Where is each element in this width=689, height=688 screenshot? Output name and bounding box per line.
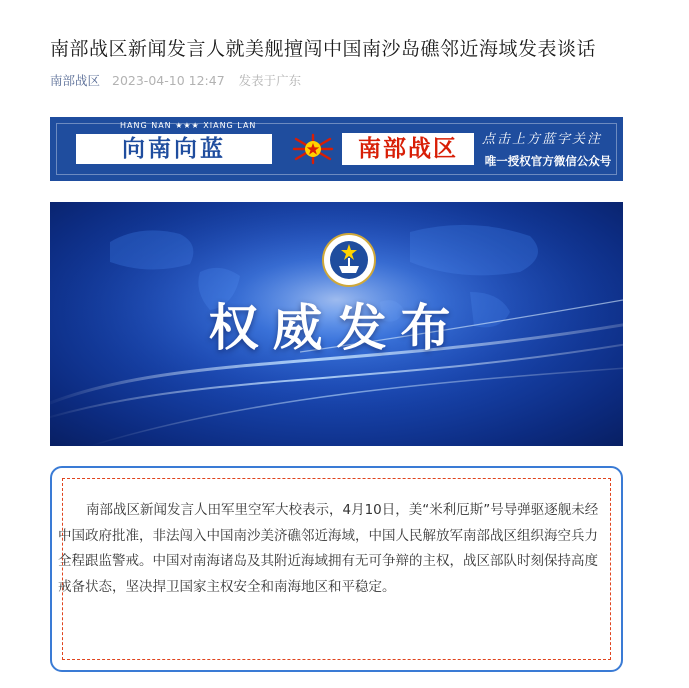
- article-title: 南部战区新闻发言人就美舰擅闯中国南沙岛礁邻近海域发表谈话: [50, 38, 597, 60]
- banner-brand-name: 南部战区: [342, 133, 474, 165]
- article-meta: [50, 73, 301, 89]
- banner-slogan: 向南向蓝: [76, 134, 272, 164]
- banner-official-account: 唯一授权官方微信公众号: [484, 154, 612, 168]
- banner-follow-prompt: 点击上方蓝字关注: [481, 132, 602, 147]
- military-emblem-icon: [292, 133, 334, 165]
- statement-card: [50, 466, 623, 672]
- hero-title: 权威发布: [208, 298, 465, 357]
- follow-banner[interactable]: [50, 117, 623, 181]
- banner-stars-line: HANG NAN ★★★ XIANG LAN: [120, 121, 257, 130]
- publish-location: 发表于广东: [238, 73, 302, 88]
- account-name-link[interactable]: 南部战区: [50, 73, 101, 88]
- navy-badge-icon: [321, 232, 377, 288]
- statement-paragraph: 南部战区新闻发言人田军里空军大校表示，4月10日，美“米利厄斯”号导弹驱逐舰未经中国政府批准，非法闯入中国南沙美济礁邻近海域，中国人民解放军南部战区组织海空兵力全程跟监警戒。中国对南海诸岛及其附近海域拥有无可争辩的主权，战区部队时刻保持高度戒备状态，坚决捍卫国家主权安全和南海地区和平稳定。: [58, 502, 599, 595]
- publish-datetime: 2023-04-10 12:47: [112, 73, 225, 88]
- hero-image: [50, 202, 623, 446]
